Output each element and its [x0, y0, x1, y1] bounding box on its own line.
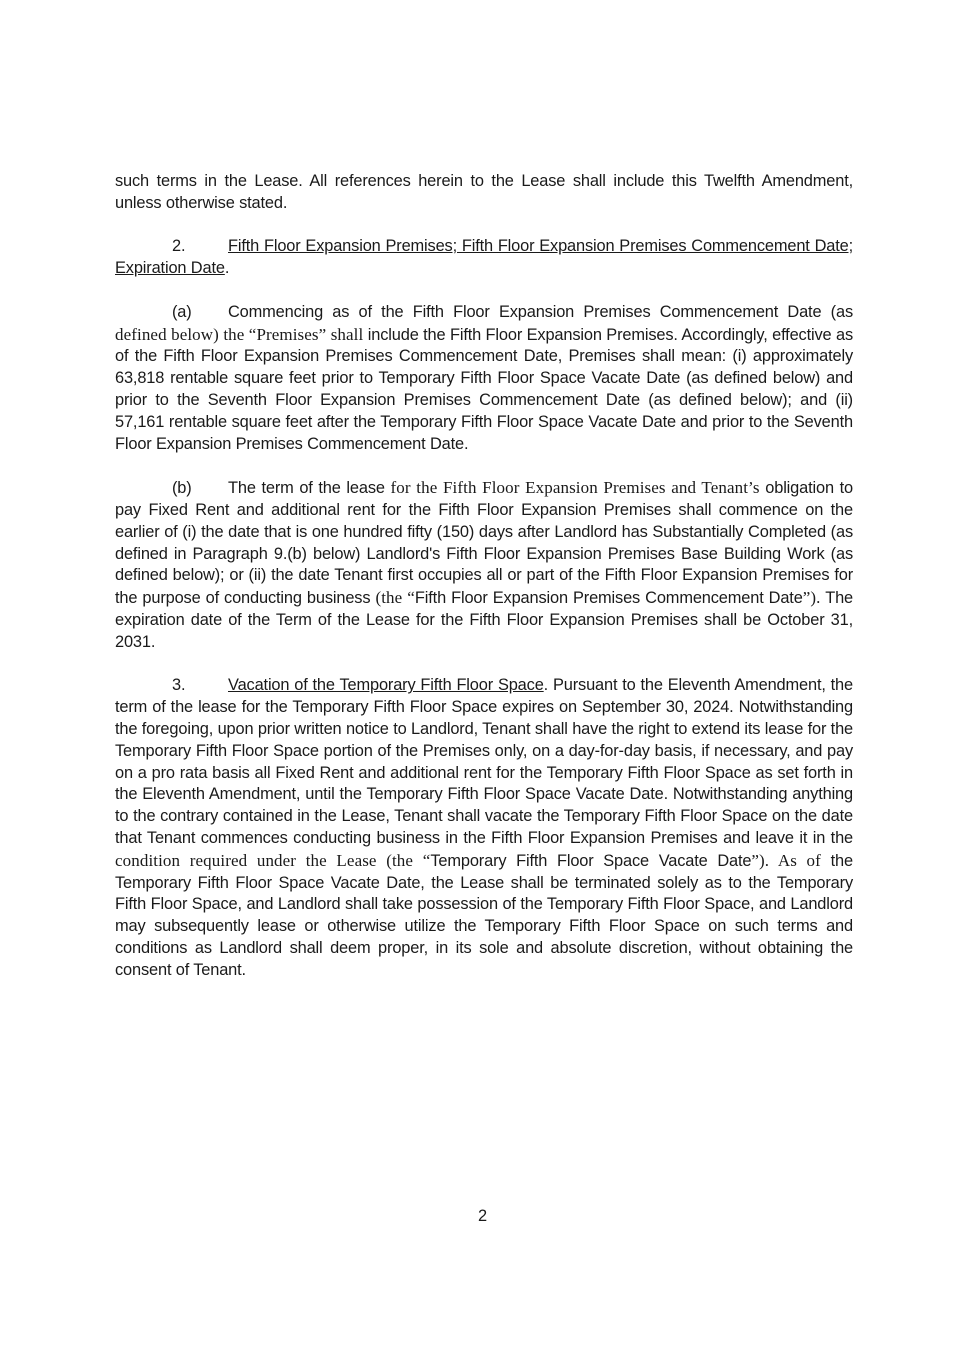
paragraph-2b — [115, 477, 853, 653]
section-3-text-1: . Pursuant to the Eleventh Amendment, the term of the lease for the Temporary Fifth Floor Space expires on September 30, 2024. Notwithstanding the foregoing, upon prior written notice to Landlord, Tenant shall have the right to extend its lease for the Temporary Fifth Floor Space portion of the Premises only, on a day-for-day basis, if necessary, and pay on a pro rata basis all Fixed Rent and additional rent for the Temporary Fifth Floor Space as set forth in the Eleventh Amendment, until the Temporary Fifth Floor Space Vacate Date. Notwithstanding anything to the contrary contained in the Lease, Tenant shall vacate the Temporary Fifth Floor Space on the date that Tenant commences conducting business in the Fifth Floor Expansion Premises and leave it in the — [115, 676, 853, 847]
section-3 — [115, 675, 853, 981]
paragraph-2b-serif-2: (the “ — [375, 588, 415, 608]
paragraph-intro-text: such terms in the Lease. All references herein to the Lease shall include this Twelfth Amendment, unless otherwise stated. — [115, 172, 853, 212]
paragraph-2a-text-1: Commencing as of the Fifth Floor Expansion Premises Commencement Date (as — [228, 302, 853, 321]
paragraph-2a-text-2: include the Fifth Floor Expansion Premises. Accordingly, effective as of the Fifth Floor Expansion Premises Commencement Date, Premises shall mean: (i) approximately 63,818 rentable square feet prior to Temporary Fifth Floor Space Vacate Date (as defined below) and prior to the Seventh Floor Expansion Premises Commencement Date (as defined below); and (ii) 57,161 rentable square feet after the Temporary Fifth Floor Space Vacate Date and prior to the Seventh Floor Expansion Premises Commencement Date. — [115, 325, 853, 453]
section-3-defined-term: Temporary Fifth Floor Space Vacate Date — [430, 851, 752, 870]
paragraph-2a — [115, 302, 853, 456]
paragraph-2a-label: (a) — [172, 302, 192, 321]
paragraph-intro — [115, 171, 853, 215]
document-body — [115, 171, 853, 1003]
paragraph-2b-label: (b) — [172, 479, 192, 498]
section-2-title: Fifth Floor Expansion Premises; Fifth Floor Expansion Premises Commencement Date; Expiration Date — [115, 237, 853, 278]
section-2-heading — [115, 236, 853, 280]
section-3-title: Vacation of the Temporary Fifth Floor Space — [228, 676, 544, 695]
section-2-title-end: . — [224, 259, 230, 278]
paragraph-2b-defined-term: Fifth Floor Expansion Premises Commencement Date — [414, 589, 803, 608]
section-3-number: 3. — [172, 676, 186, 695]
paragraph-2b-text-1: The term of the lease — [228, 479, 391, 498]
section-3-text-3: the Temporary Fifth Floor Space Vacate Date, the Lease shall be terminated solely as to the Temporary Fifth Floor Space, and Landlord shall take possession of the Temporary Fifth Floor Space, and Landlord may subsequently lease or otherwise utilize the Temporary Fifth Floor Space on such terms and conditions as Landlord shall deem proper, in its sole and absolute discretion, without obtaining the consent of Tenant. — [115, 851, 853, 979]
section-3-serif-1: condition required under the Lease (the “ — [115, 850, 431, 870]
section-2-number: 2. — [172, 237, 186, 256]
paragraph-2b-text-4: The expiration date of the Term of the Lease for the Fifth Floor Expansion Premises shall be October 31, 2031. — [115, 589, 854, 651]
paragraph-2a-serif-1: defined below) the “Premises” shall — [115, 324, 364, 344]
section-3-serif-2: ”). As of — [751, 850, 821, 870]
paragraph-2b-serif-3: ”). — [802, 588, 821, 608]
paragraph-2b-serif-1: for the Fifth Floor Expansion Premises and Tenant’s — [390, 478, 760, 498]
page-number: 2 — [477, 1207, 488, 1225]
paragraph-2b-text-2: obligation to pay Fixed Rent and additional rent for the Fifth Floor Expansion Premises shall commence on the earlier of (i) the date that is one hundred fifty (150) days after Landlord has Substantially Completed (as defined in Paragraph 9.(b) below) Landlord's Fifth Floor Expansion Premises Base Building Work (as defined below); or (ii) the date Tenant first occupies all or part of the Fifth Floor Expansion Premises for the purpose of conducting business — [115, 479, 853, 608]
